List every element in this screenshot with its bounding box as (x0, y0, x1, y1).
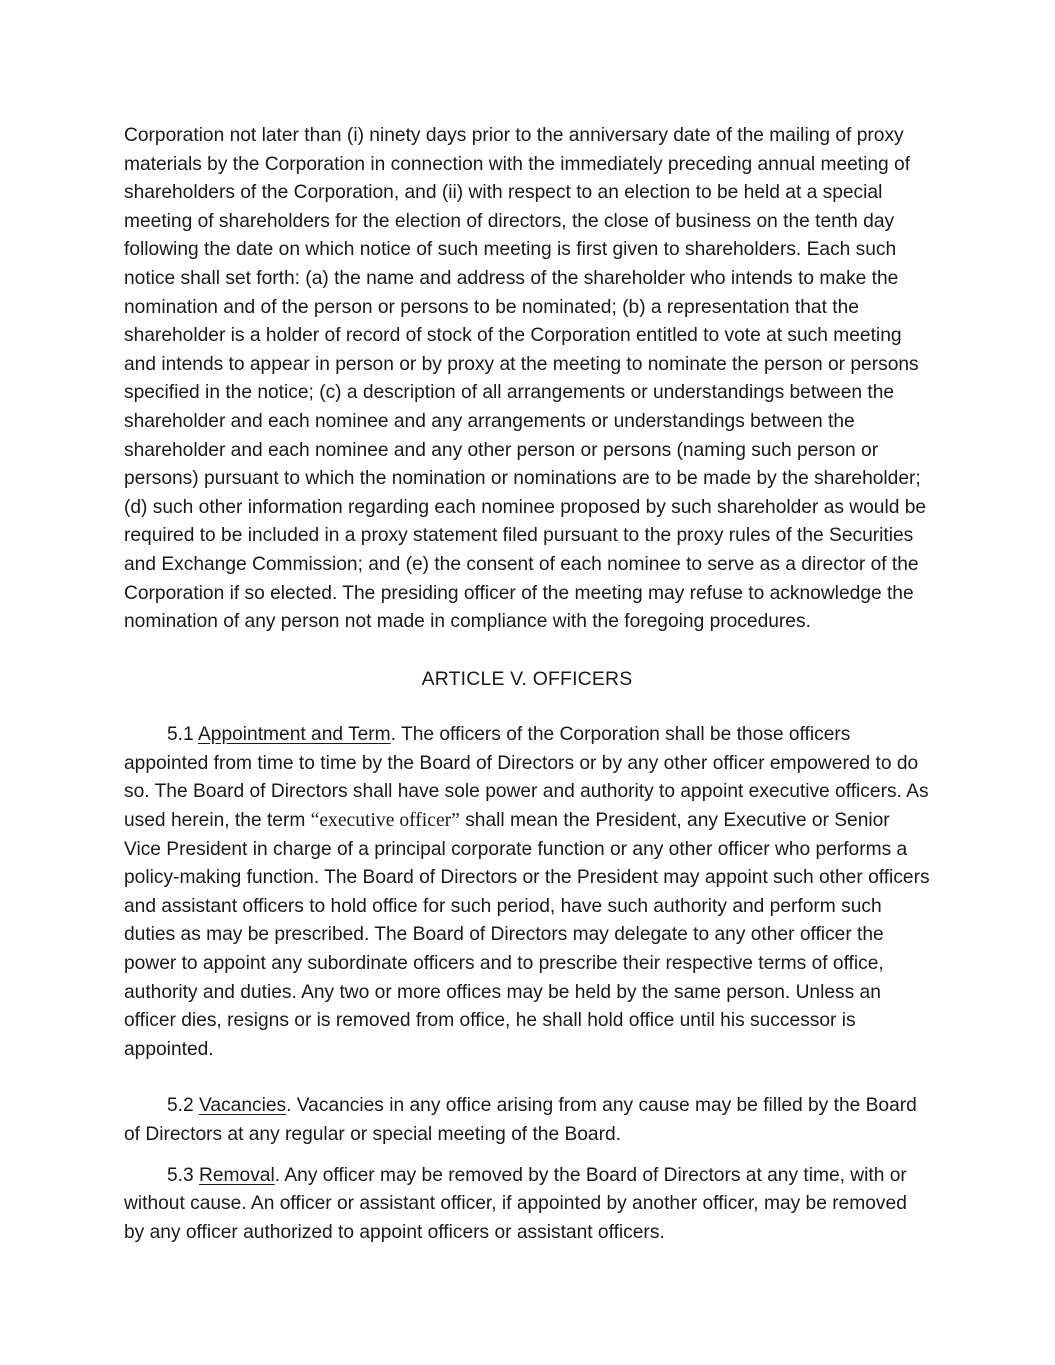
section-number: 5.2 (167, 1095, 194, 1117)
section-body-continued: shall mean the President, any Executive or Senior Vice President in charge of a principal corporate function or any other officer who performs a policy-making function. The Board of Directors or the President may appoint such other officers and assistant officers to hold office for such period, have such authority and perform such duties as may be prescribed. The Board of Directors may delegate to any other officer the power to appoint any subordinate officers and to prescribe their respective terms of office, authority and duties. Any two or more offices may be held by the same person. Unless an officer dies, resigns or is removed from office, he shall hold office until his successor is appointed. (124, 810, 930, 1060)
section-title: Vacancies (199, 1095, 287, 1117)
section-5-2 (124, 1092, 930, 1149)
article-heading: ARTICLE V. OFFICERS (421, 667, 633, 690)
document-body (124, 122, 930, 1247)
nomination-procedure-paragraph: Corporation not later than (i) ninety days prior to the anniversary date of the mailing of proxy materials by the Corporation in connection with the immediately preceding annual meeting of shareholders of the Corporation, and (ii) with respect to an election to be held at a special meeting of shareholders for the election of directors, the close of business on the tenth day following the date on which notice of such meeting is first given to shareholders. Each such notice shall set forth: (a) the name and address of the shareholder who intends to make the nomination and of the person or persons to be nominated; (b) a representation that the shareholder is a holder of record of stock of the Corporation entitled to vote at such meeting and intends to appear in person or by proxy at the meeting to nominate the person or persons specified in the notice; (c) a description of all arrangements or understandings between the shareholder and each nominee and any arrangements or understandings between the shareholder and each nominee and any other person or persons (naming such person or persons) pursuant to which the nomination or nominations are to be made by the shareholder; (d) such other information regarding each nominee proposed by such shareholder as would be required to be included in a proxy statement filed pursuant to the proxy rules of the Securities and Exchange Commission; and (e) the consent of each nominee to serve as a director of the Corporation if so elected. The presiding officer of the meeting may refuse to acknowledge the nomination of any person not made in compliance with the foregoing procedures. (124, 125, 927, 633)
section-5-1 (124, 721, 930, 1064)
section-body: . The officers of the Corporation shall be those officers appointed from time to time by the Board of Directors or by any other officer empowered to do so. The Board of Directors shall have sole power and authority to appoint executive officers. As used herein, the term (124, 724, 929, 832)
defined-term: “executive officer” (310, 810, 460, 832)
section-title: Appointment and Term (197, 724, 391, 746)
section-body: . Vacancies in any office arising from any cause may be filled by the Board of Directors at any regular or special meeting of the Board. (124, 1095, 917, 1145)
section-5-3 (124, 1162, 930, 1248)
section-title: Removal (199, 1164, 275, 1186)
section-body: . Any officer may be removed by the Board of Directors at any time, with or without cause. An officer or assistant officer, if appointed by another officer, may be removed by any officer authorized to appoint officers or assistant officers. (124, 1164, 907, 1243)
section-number: 5.1 (167, 724, 194, 746)
section-number: 5.3 (167, 1164, 194, 1186)
